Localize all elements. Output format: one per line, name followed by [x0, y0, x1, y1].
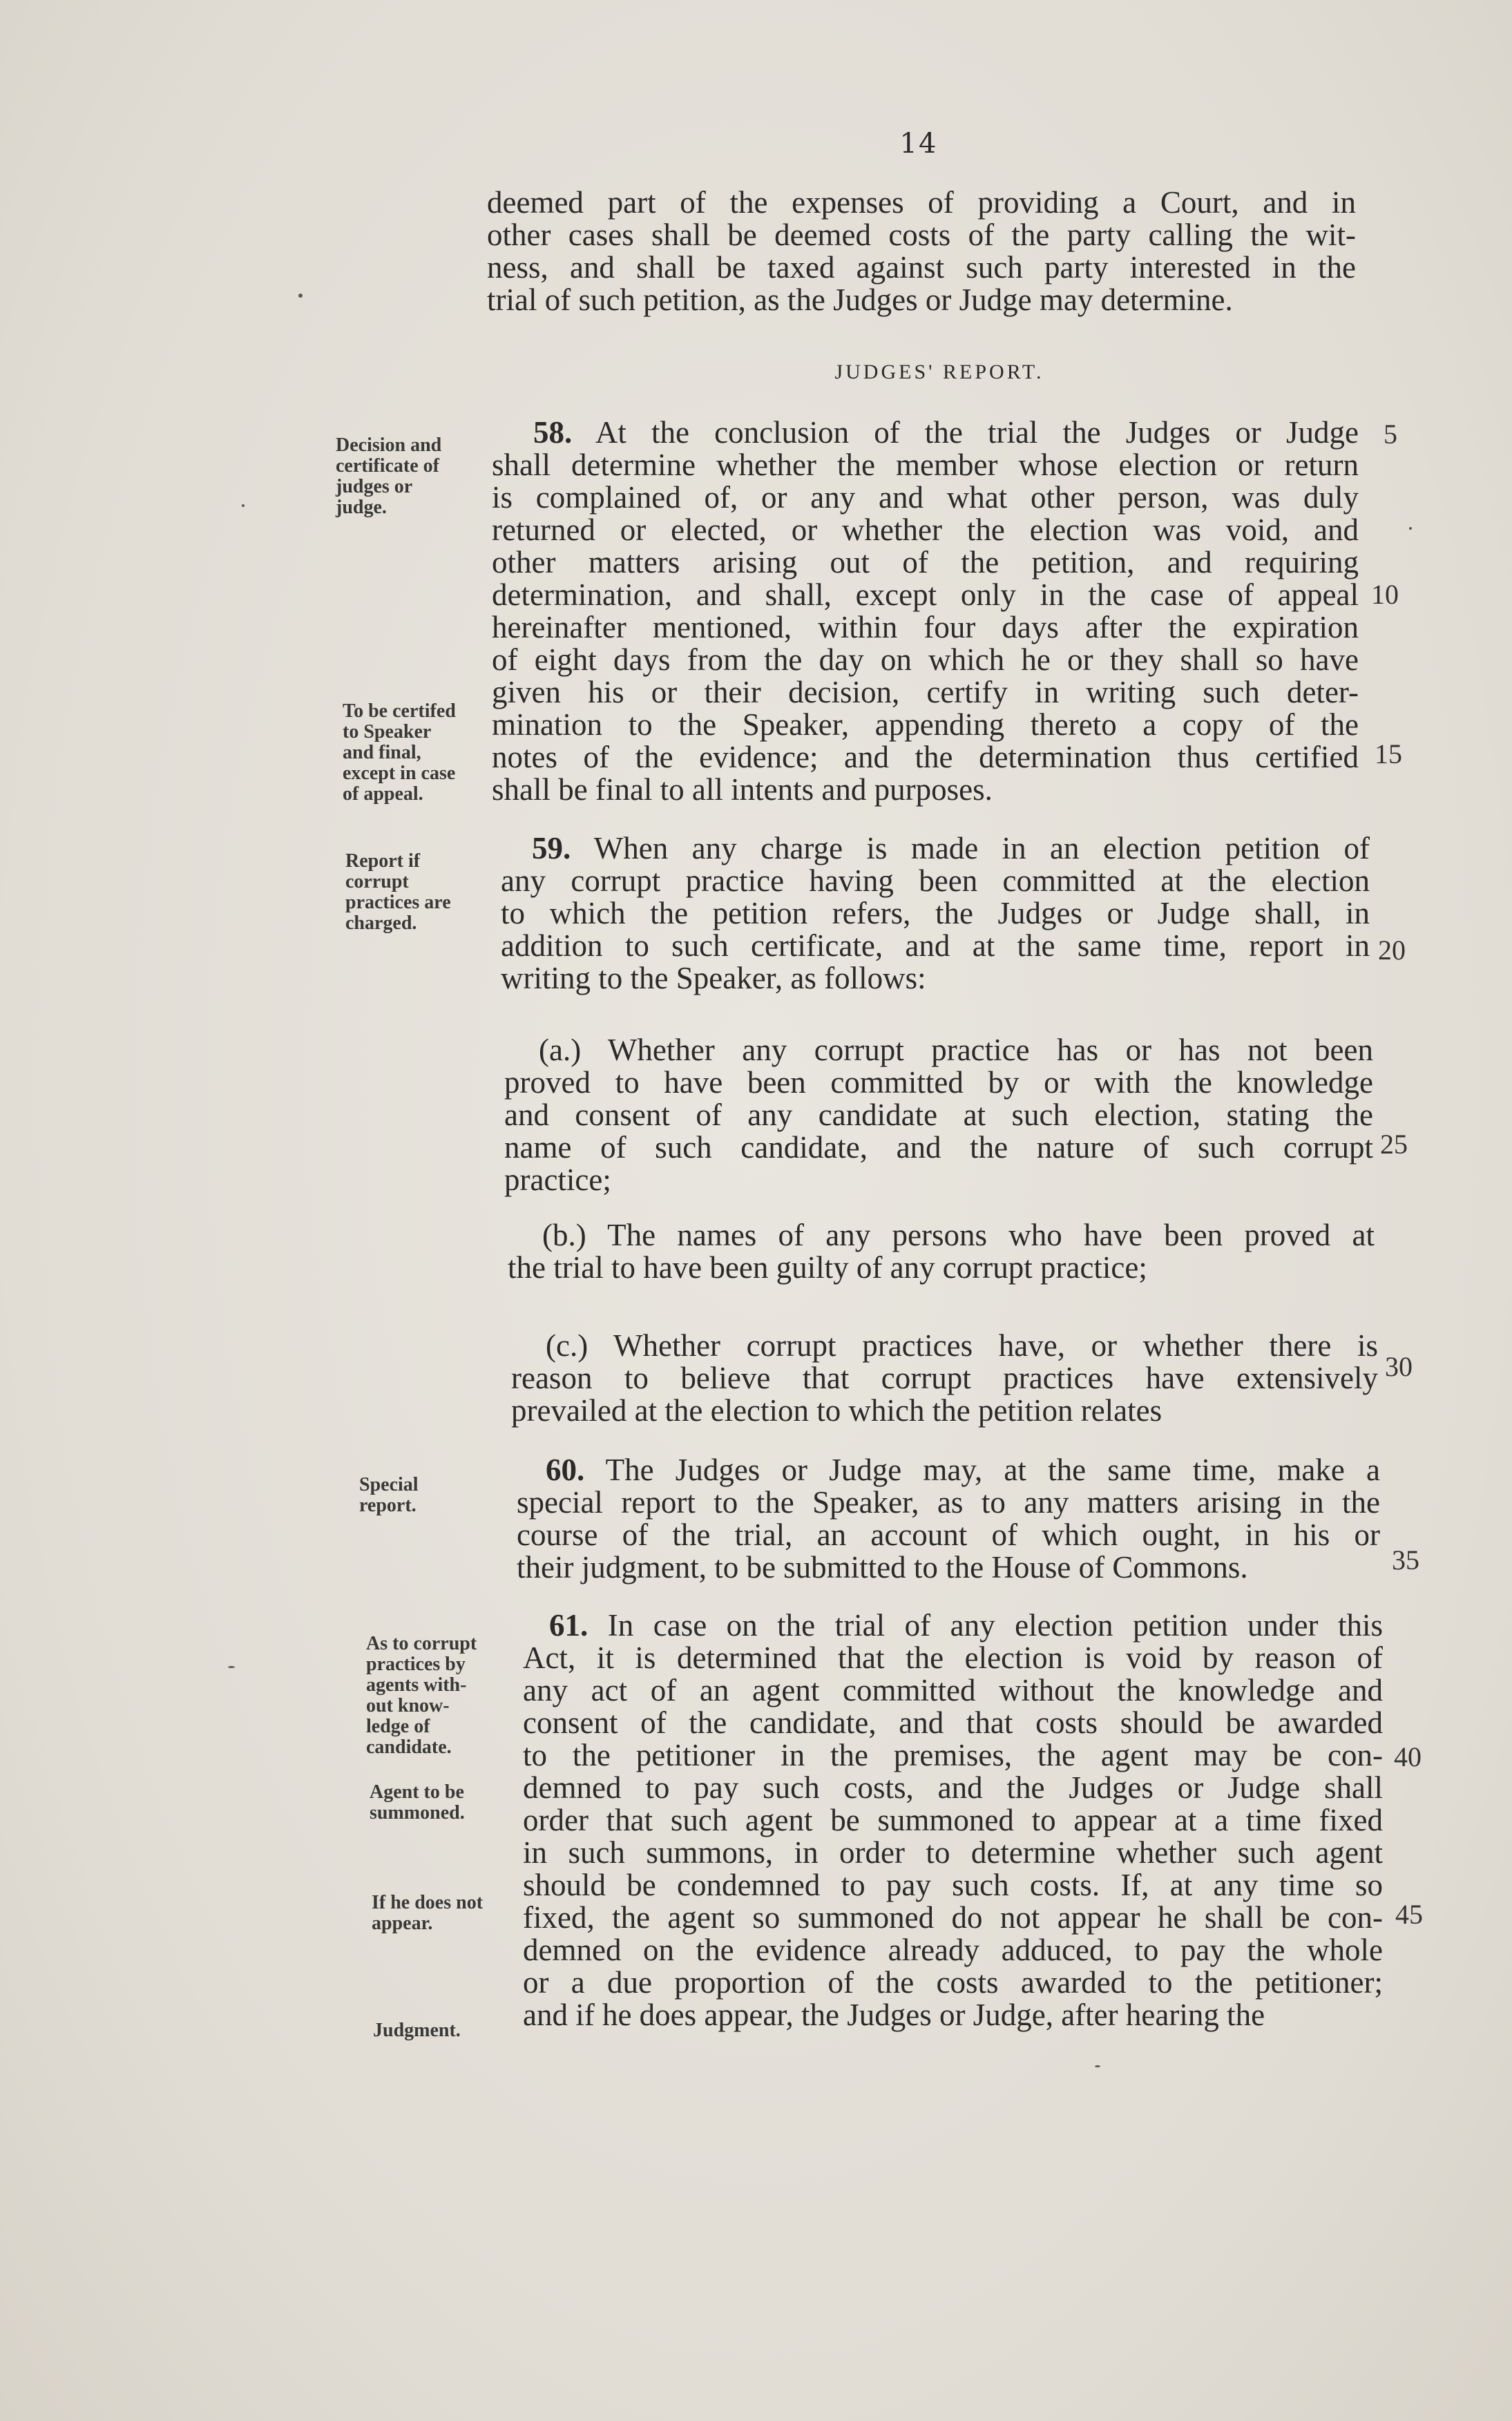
- margin-note-line: and final,: [343, 742, 421, 763]
- margin-note-line: Report if: [345, 850, 421, 872]
- margin-note-line: agents with-: [366, 1674, 467, 1696]
- text-line: order that such agent be summoned to appear at a time fixed: [523, 1803, 1383, 1837]
- margin-note-line: corrupt: [345, 871, 409, 892]
- margin-note-line: Judgment.: [373, 2020, 461, 2041]
- line-number: 5: [1384, 419, 1397, 450]
- text-line: name of such candidate, and the nature of such corrupt: [504, 1130, 1373, 1165]
- text-line: and if he does appear, the Judges or Judge, after hearing the: [523, 1998, 1265, 2032]
- text-line: is complained of, or any and what other person, was duly: [492, 480, 1359, 515]
- text-line: shall determine whether the member whose election or return: [492, 448, 1359, 482]
- text-line: proved to have been committed by or with the knowledge: [504, 1065, 1373, 1100]
- text-line: [523, 1609, 1383, 1642]
- margin-note-not-appear: [372, 1893, 524, 1934]
- margin-note-line: of appeal.: [343, 783, 423, 805]
- text-line: [492, 417, 1359, 449]
- text-line: mination to the Speaker, appending thereto a copy of the: [492, 707, 1359, 742]
- line-number: 40: [1394, 1741, 1422, 1772]
- paper-speck: [1409, 527, 1412, 530]
- text-line: consent of the candidate, and that costs should be awarded: [523, 1705, 1383, 1740]
- text-line: [501, 832, 1370, 865]
- margin-note-line: out know-: [366, 1695, 450, 1716]
- text-run: When any charge is made in an election petition of: [571, 831, 1370, 865]
- margin-note-corrupt-agents: [366, 1634, 518, 1758]
- text-line: demned to pay such costs, and the Judges or Judge shall: [523, 1770, 1383, 1805]
- text-line: in such summons, in order to determine whether such agent: [523, 1835, 1383, 1870]
- text-run: The Judges or Judge may, at the same time, make a: [584, 1453, 1380, 1487]
- margin-note-line: If he does not: [372, 1892, 484, 1913]
- line-number: 15: [1375, 738, 1402, 769]
- paper-speck: [242, 504, 245, 507]
- section-heading: JUDGES' REPORT.: [834, 361, 1044, 383]
- text-line: their judgment, to be submitted to the House of Commons.: [517, 1550, 1248, 1585]
- margin-note-line: report.: [359, 1495, 417, 1516]
- line-number: 45: [1395, 1899, 1423, 1930]
- section-61: [523, 1609, 1383, 2031]
- text-run: In case on the trial of any election petition under this: [588, 1608, 1383, 1643]
- margin-note-line: ledge of: [366, 1716, 430, 1737]
- text-line: course of the trial, an account of which ought, in his or: [517, 1518, 1380, 1552]
- margin-note-line: appear.: [372, 1913, 433, 1934]
- margin-note-special: [359, 1475, 497, 1516]
- paper-speck: [228, 1666, 235, 1668]
- text-line: should be condemned to pay such costs. If, at any time so: [523, 1868, 1383, 1902]
- page-number: 14: [899, 128, 938, 160]
- section-59: [501, 832, 1370, 995]
- text-line: (c.) Whether corrupt practices have, or whether there is: [546, 1328, 1378, 1363]
- section-number: 60.: [546, 1453, 585, 1487]
- margin-note-line: judges or: [336, 476, 413, 497]
- margin-note-report: [345, 851, 490, 934]
- paper-speck: [1095, 2065, 1100, 2067]
- margin-note-line: to Speaker: [343, 721, 432, 743]
- text-line: fixed, the agent so summoned do not appear he shall be con-: [523, 1900, 1383, 1935]
- subsection-b: [508, 1219, 1375, 1284]
- text-line: returned or elected, or whether the election was void, and: [492, 513, 1359, 547]
- margin-note-line: Decision and: [336, 434, 442, 456]
- margin-note-line: practices by: [366, 1654, 466, 1675]
- margin-note-line: Special: [359, 1474, 419, 1495]
- text-line: or a due proportion of the costs awarded to the petitioner;: [523, 1965, 1383, 2000]
- text-line: reason to believe that corrupt practices have extensively: [511, 1361, 1378, 1395]
- section-number: 61.: [549, 1608, 588, 1643]
- margin-note-line: charged.: [345, 912, 417, 934]
- text-line: notes of the evidence; and the determination thus certified: [492, 740, 1359, 774]
- text-line: (b.) The names of any persons who have been proved at: [542, 1218, 1375, 1252]
- paper-speck: [298, 294, 303, 298]
- margin-note-decision: [336, 435, 481, 518]
- intro-paragraph: [487, 186, 1356, 316]
- margin-note-line: certificate of: [336, 455, 439, 477]
- line-number: 35: [1392, 1544, 1419, 1576]
- text-line: (a.) Whether any corrupt practice has or has not been: [539, 1033, 1373, 1067]
- text-line: special report to the Speaker, as to any matters arising in the: [517, 1485, 1380, 1520]
- text-line: trial of such petition, as the Judges or Judge may determine.: [487, 283, 1233, 317]
- text-line: shall be final to all intents and purposes.: [492, 772, 993, 807]
- subsection-c: [511, 1330, 1378, 1427]
- text-line: any corrupt practice having been committed at the election: [501, 863, 1370, 898]
- text-line: determination, and shall, except only in the case of appeal: [492, 577, 1359, 612]
- margin-note-summoned: [370, 1782, 508, 1824]
- section-number: 59.: [532, 831, 571, 865]
- line-number: 10: [1371, 579, 1399, 610]
- text-line: practice;: [504, 1162, 611, 1197]
- subsection-a: [504, 1034, 1373, 1196]
- margin-note-line: As to corrupt: [366, 1633, 477, 1654]
- text-line: other matters arising out of the petition, and requiring: [492, 545, 1359, 580]
- text-line: ness, and shall be taxed against such party interested in the: [487, 250, 1356, 285]
- text-line: demned on the evidence already adduced, to pay the whole: [523, 1933, 1383, 1967]
- text-line: other cases shall be deemed costs of the party calling the wit-: [487, 218, 1356, 252]
- text-line: Act, it is determined that the election is void by reason of: [523, 1640, 1383, 1675]
- margin-note-certified: [343, 701, 495, 805]
- margin-note-line: practices are: [345, 892, 451, 913]
- section-number: 58.: [533, 415, 573, 450]
- margin-note-line: judge.: [336, 497, 387, 518]
- margin-note-line: candidate.: [366, 1736, 452, 1758]
- text-line: deemed part of the expenses of providing a Court, and in: [487, 185, 1356, 220]
- margin-note-line: To be certifed: [343, 700, 456, 722]
- text-line: of eight days from the day on which he or they shall so have: [492, 642, 1359, 677]
- text-line: to the petitioner in the premises, the agent may be con-: [523, 1738, 1383, 1772]
- line-number: 25: [1380, 1129, 1408, 1160]
- margin-note-line: summoned.: [370, 1802, 465, 1824]
- line-number: 30: [1385, 1351, 1413, 1382]
- text-run: At the conclusion of the trial the Judges or Judge: [572, 415, 1359, 450]
- text-line: addition to such certificate, and at the same time, report in: [501, 928, 1370, 963]
- margin-note-judgment: [373, 2020, 511, 2041]
- margin-note-line: Agent to be: [370, 1781, 464, 1803]
- text-line: any act of an agent committed without the knowledge and: [523, 1673, 1383, 1707]
- text-line: [517, 1454, 1380, 1486]
- text-line: and consent of any candidate at such election, stating the: [504, 1098, 1373, 1132]
- text-line: to which the petition refers, the Judges or Judge shall, in: [501, 896, 1370, 930]
- text-line: the trial to have been guilty of any corrupt practice;: [508, 1250, 1147, 1285]
- margin-note-line: except in case: [343, 763, 456, 784]
- section-60: [517, 1454, 1380, 1584]
- text-line: hereinafter mentioned, within four days after the expiration: [492, 610, 1359, 644]
- text-line: given his or their decision, certify in writing such deter-: [492, 675, 1359, 709]
- text-line: prevailed at the election to which the petition relates: [511, 1393, 1162, 1428]
- text-line: writing to the Speaker, as follows:: [501, 961, 926, 995]
- line-number: 20: [1378, 935, 1406, 966]
- section-58: [492, 417, 1359, 806]
